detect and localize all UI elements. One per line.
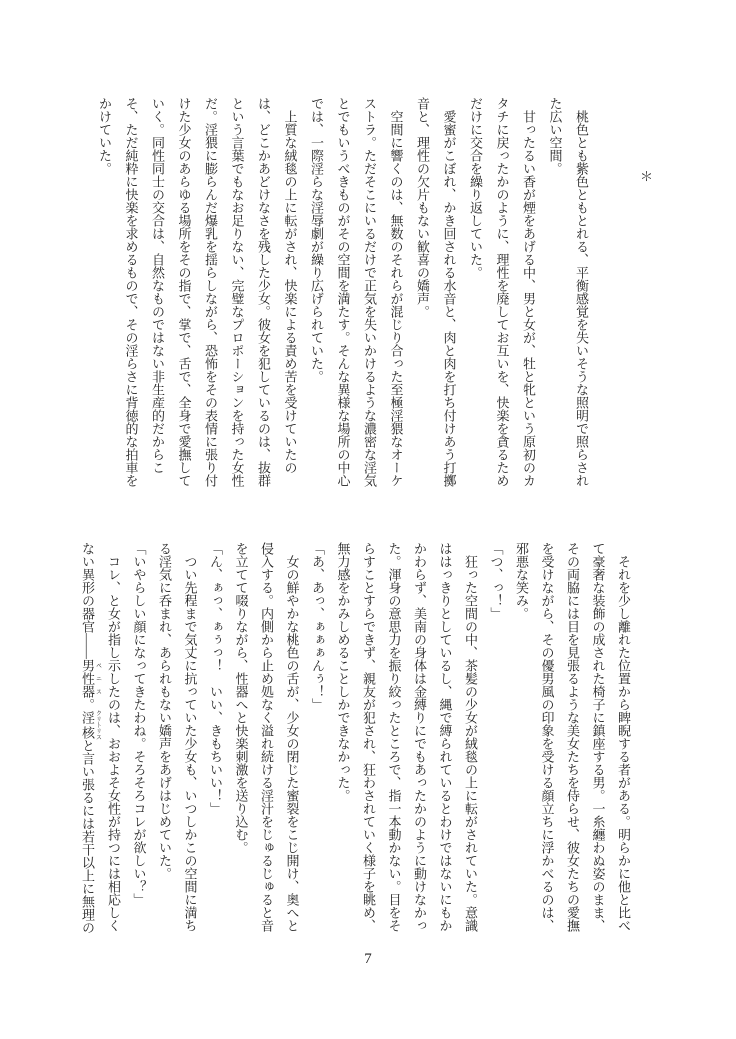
ruby-furigana: クリトリス: [94, 710, 101, 740]
text-line: を立てて啜りながら、性器へと快楽刺激を送り込む。: [233, 542, 249, 854]
text-line: た。渾身の意思力を振り絞ったところで、指一本動かない。目をそ: [386, 542, 402, 932]
text-line-dialogue: 「いやらしい顔になってきたわね。そろそろコレが欲しい？」: [131, 542, 147, 906]
text-segment: と言い張るには若干以上に無理の: [80, 739, 95, 934]
text-line: タチに戻ったかのように、理性を廃してお互いを、快楽を貪るため: [494, 97, 510, 487]
text-line: という言葉でもなお足りない、完璧なプロポーションを持った女性: [229, 97, 245, 487]
page-number: 7: [364, 951, 372, 967]
text-line: 邪悪な笑み。: [514, 542, 529, 620]
text-line: コレ、と女が指し示したのは、おおよそ女性が持つには相応しく: [106, 542, 121, 932]
bottom-text-block: [75, 542, 637, 938]
text-line: らすことすらできず、親友が犯され、狂わされていく様子を眺め、: [361, 542, 376, 932]
text-line: は、どこかあどけなさを残した少女。彼女を犯しているのは、抜群: [256, 97, 271, 487]
text-line: 無力感をかみしめることしかできなかった。: [335, 542, 351, 802]
text-line: つい先程まで気丈に抗っていた少女も、いつしかこの空間に満ち: [182, 542, 198, 932]
text-line: だ。淫猥に膨らんだ爆乳を揺らしながら、恐怖をその表情に張り付: [203, 97, 218, 487]
text-line: 音と、理性の欠片もない歓喜の嬌声。: [415, 97, 430, 318]
text-line: 狂った空間の中、茶髪の少女が絨毯の上に転がされていた。意識: [463, 542, 478, 932]
text-line: る淫気に呑まれ、あられもない嬌声をあげはじめていた。: [157, 542, 172, 880]
text-line: た広い空間。: [547, 97, 563, 175]
text-line: 侵入する。内側から止め処なく溢れ続ける淫汁をじゅるじゅると音: [259, 542, 274, 932]
text-line: だけに交合を繰り返していた。: [468, 97, 483, 279]
text-line: かわらず、美南の身体は金縛りにでもあったかのように動けなかっ: [412, 542, 427, 932]
text-line: いく。同性同士の交合は、自然なものではない非生産的だからこ: [150, 97, 165, 474]
ruby-term: [80, 659, 101, 698]
text-line: ストラ。ただそこにいるだけで正気を失いかけるような濃密な淫気: [362, 97, 377, 487]
text-line: を受けながら、その優男風の印象を受ける顔立ちに浮かべるのは、: [539, 542, 555, 932]
text-line: では、一際淫らな淫辱劇が繰り広げられていた。: [309, 97, 324, 383]
text-line: て豪奢な装飾の成された椅子に鎮座する男。一糸纏わぬ姿のまま、: [590, 542, 606, 932]
text-line: 上質な絨毯の上に転がされ、快楽による責め苦を受けていたの: [282, 97, 298, 474]
text-line: 空間に響くのは、無数のそれらが混じり合った至極淫猥なオーケ: [388, 97, 404, 487]
text-segment: 。: [80, 698, 95, 711]
text-line-with-furigana: [75, 542, 101, 938]
text-line: 甘ったるい香が煙をあげる中、男と女が、牡と牝という原初のカ: [521, 97, 536, 487]
text-line: かけていた。: [97, 97, 112, 175]
section-break-marker: ＊: [640, 169, 654, 184]
text-line: 愛蜜がこぼれ、かき回される水音と、肉と肉を打ち付けあう打擲: [441, 97, 457, 487]
text-line: けた少女のあらゆる場所をその指で、掌で、舌で、全身で愛撫して: [176, 97, 192, 487]
ruby-base: 男性器: [80, 659, 95, 698]
text-line-dialogue: 「あ、あっ、ぁぁぁんぅ！」: [310, 542, 325, 711]
text-line: 女の鮮やかな桃色の舌が、少女の閉じた蜜裂をこじ開け、奥へと: [284, 542, 300, 932]
text-line-dialogue: 「ん、ぁっ、ぁぅっ！ いい、きもちいい！」: [208, 542, 223, 815]
text-line-dialogue: 「つ、っ！」: [488, 542, 504, 620]
top-text-block: [91, 97, 595, 493]
text-line: とでもいうべきものがその空間を満たす。そんな異様な場所の中心: [335, 97, 351, 487]
ruby-furigana: ペニス: [94, 659, 101, 698]
text-line: 桃色とも紫色ともとれる、平衡感覚を失いそうな照明で照らされ: [574, 97, 589, 487]
text-line: その両脇には目を見張るような美女たちを侍らせ、彼女たちの愛撫: [565, 542, 580, 932]
text-line: それを少し離れた位置から睥睨する者がある。明らかに他と比べ: [616, 542, 631, 932]
ruby-term: [80, 710, 101, 740]
text-line: そ、ただ純粋に快楽を求めるもので、その淫らさに背徳的な拍車を: [123, 97, 139, 487]
text-segment: ない異形の器官――: [80, 542, 95, 659]
text-line: ははっきりとしているし、縄で縛られているとわけではないにもか: [437, 542, 453, 932]
ruby-base: 淫核: [80, 710, 95, 740]
